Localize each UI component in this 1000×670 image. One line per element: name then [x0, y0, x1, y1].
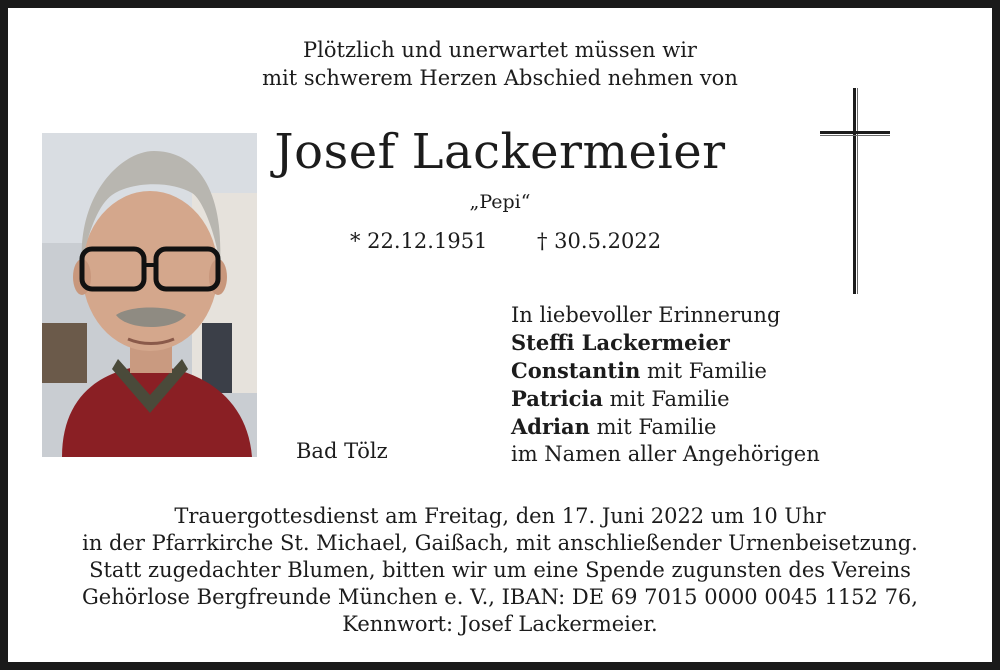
intro-line: Plötzlich und unerwartet müssen wir: [303, 38, 697, 62]
death-date: † 30.5.2022: [537, 229, 662, 253]
mourner-name: Constantin: [511, 358, 641, 383]
mourner-name: Adrian: [511, 414, 590, 439]
service-information: [0, 503, 1000, 638]
mourner-entry: [511, 329, 820, 357]
latin-cross-icon: [818, 88, 894, 298]
place-of-residence: Bad Tölz: [296, 439, 388, 463]
mourners-list: [511, 302, 820, 468]
mourners-heading: In liebevoller Erinnerung: [511, 303, 781, 327]
deceased-nickname: „Pepi“: [469, 191, 531, 213]
birth-date: * 22.12.1951: [350, 229, 488, 253]
mourner-suffix: mit Familie: [602, 387, 730, 411]
deceased-name: Josef Lackermeier: [274, 124, 726, 180]
mourner-entry: [511, 413, 820, 441]
service-line: Trauergottesdienst am Freitag, den 17. Juni 2022 um 10 Uhr: [174, 504, 826, 528]
mourner-suffix: mit Familie: [640, 359, 767, 383]
service-line: Statt zugedachter Blumen, bitten wir um eine Spende zugunsten des Vereins: [89, 558, 911, 582]
mourner-entry: [511, 357, 820, 385]
service-line: Kennwort: Josef Lackermeier.: [342, 612, 658, 636]
intro-line: mit schwerem Herzen Abschied nehmen von: [262, 66, 738, 90]
mourners-closing: im Namen aller Angehörigen: [511, 442, 820, 466]
intro-text: [0, 36, 1000, 92]
service-line: in der Pfarrkirche St. Michael, Gaißach, mit anschließender Urnenbeisetzung.: [82, 531, 918, 555]
mourner-entry: [511, 385, 820, 413]
mourner-name: Steffi Lackermeier: [511, 330, 730, 355]
mourner-name: Patricia: [511, 386, 603, 411]
mourner-suffix: mit Familie: [589, 415, 717, 439]
service-line: Gehörlose Bergfreunde München e. V., IBAN: DE 69 7015 0000 0045 1152 76,: [82, 585, 918, 609]
